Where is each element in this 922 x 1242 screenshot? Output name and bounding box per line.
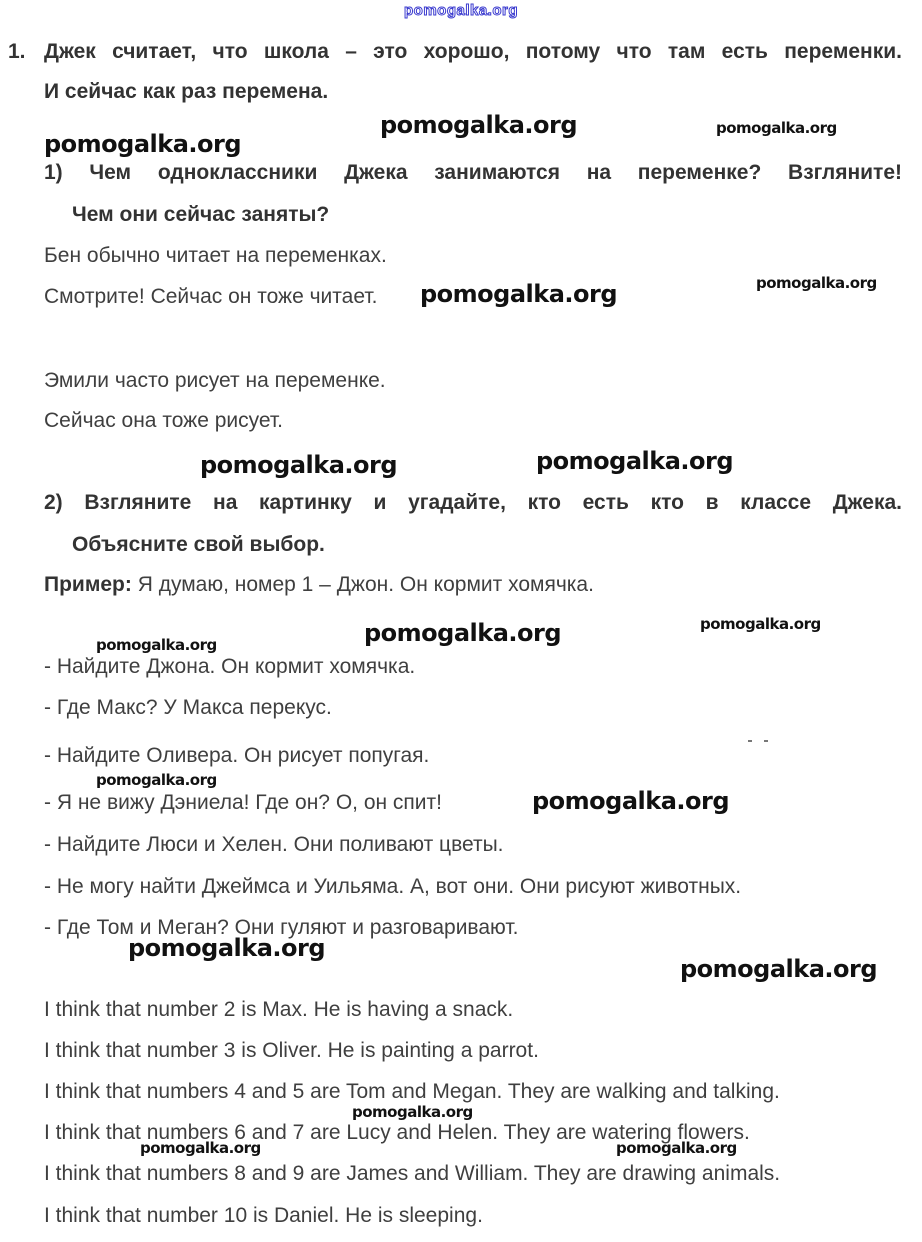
- part1-heading-line1: 1) Чем одноклассники Джека занимаются на переменке? Взгляните!: [44, 161, 902, 184]
- dialog-line: - Найдите Люси и Хелен. Они поливают цветы.: [44, 833, 504, 856]
- task-intro-line1: Джек считает, что школа – это хорошо, потому что там есть переменки.: [44, 40, 902, 63]
- english-answer: I think that numbers 4 and 5 are Tom and Megan. They are walking and talking.: [44, 1080, 780, 1103]
- dialog-line: - Найдите Джона. Он кормит хомячка.: [44, 655, 416, 678]
- watermark: pomogalka.org: [680, 955, 878, 983]
- task-intro-line2: И сейчас как раз перемена.: [44, 80, 329, 103]
- watermark: pomogalka.org: [128, 934, 326, 962]
- watermark: pomogalka.org: [700, 615, 821, 633]
- part1-answer: Эмили часто рисует на переменке.: [44, 369, 386, 392]
- watermark: pomogalka.org: [364, 619, 562, 647]
- watermark: pomogalka.org: [420, 280, 618, 308]
- part1-answer: Бен обычно читает на переменках.: [44, 244, 387, 267]
- english-answer: I think that number 3 is Oliver. He is painting a parrot.: [44, 1039, 539, 1062]
- watermark: pomogalka.org: [536, 447, 734, 475]
- dialog-line: - Где Макс? У Макса перекус.: [44, 696, 332, 719]
- example-label: Пример:: [44, 573, 132, 596]
- english-answer: I think that number 10 is Daniel. He is sleeping.: [44, 1204, 483, 1227]
- english-answer: I think that number 2 is Max. He is having a snack.: [44, 998, 514, 1021]
- part2-heading-line2: Объясните свой выбор.: [72, 533, 325, 556]
- watermark: pomogalka.org: [380, 111, 578, 139]
- stray-mark: [748, 740, 752, 742]
- watermark: pomogalka.org: [140, 1139, 261, 1157]
- english-answer: I think that numbers 8 and 9 are James and William. They are drawing animals.: [44, 1162, 781, 1185]
- dialog-line: - Я не вижу Дэниела! Где он? О, он спит!: [44, 791, 442, 814]
- english-answer: I think that numbers 6 and 7 are Lucy and Helen. They are watering flowers.: [44, 1121, 750, 1144]
- part1-heading-line2: Чем они сейчас заняты?: [72, 203, 330, 226]
- example-text: Я думаю, номер 1 – Джон. Он кормит хомячка.: [131, 573, 594, 596]
- watermark: pomogalka.org: [532, 787, 730, 815]
- watermark: pomogalka.org: [44, 130, 242, 158]
- task-number: 1.: [8, 40, 26, 63]
- dialog-line: - Не могу найти Джеймса и Уильяма. А, вот они. Они рисуют животных.: [44, 875, 742, 898]
- watermark: pomogalka.org: [616, 1139, 737, 1157]
- watermark: pomogalka.org: [200, 451, 398, 479]
- watermark: pomogalka.org: [716, 119, 837, 137]
- part2-heading-line1: 2) Взгляните на картинку и угадайте, кто есть кто в классе Джека.: [44, 491, 902, 514]
- stray-mark: [764, 740, 768, 742]
- dialog-line: - Где Том и Меган? Они гуляют и разговаривают.: [44, 916, 519, 939]
- part1-answer: Смотрите! Сейчас он тоже читает.: [44, 285, 378, 308]
- watermark-top[interactable]: pomogalka.org: [404, 2, 519, 19]
- watermark: pomogalka.org: [756, 274, 877, 292]
- part2-example: [44, 573, 594, 597]
- dialog-line: - Найдите Оливера. Он рисует попугая.: [44, 744, 430, 767]
- watermark: pomogalka.org: [96, 636, 217, 654]
- watermark: pomogalka.org: [352, 1103, 473, 1121]
- part1-answer: Сейчас она тоже рисует.: [44, 409, 283, 432]
- watermark: pomogalka.org: [96, 771, 217, 789]
